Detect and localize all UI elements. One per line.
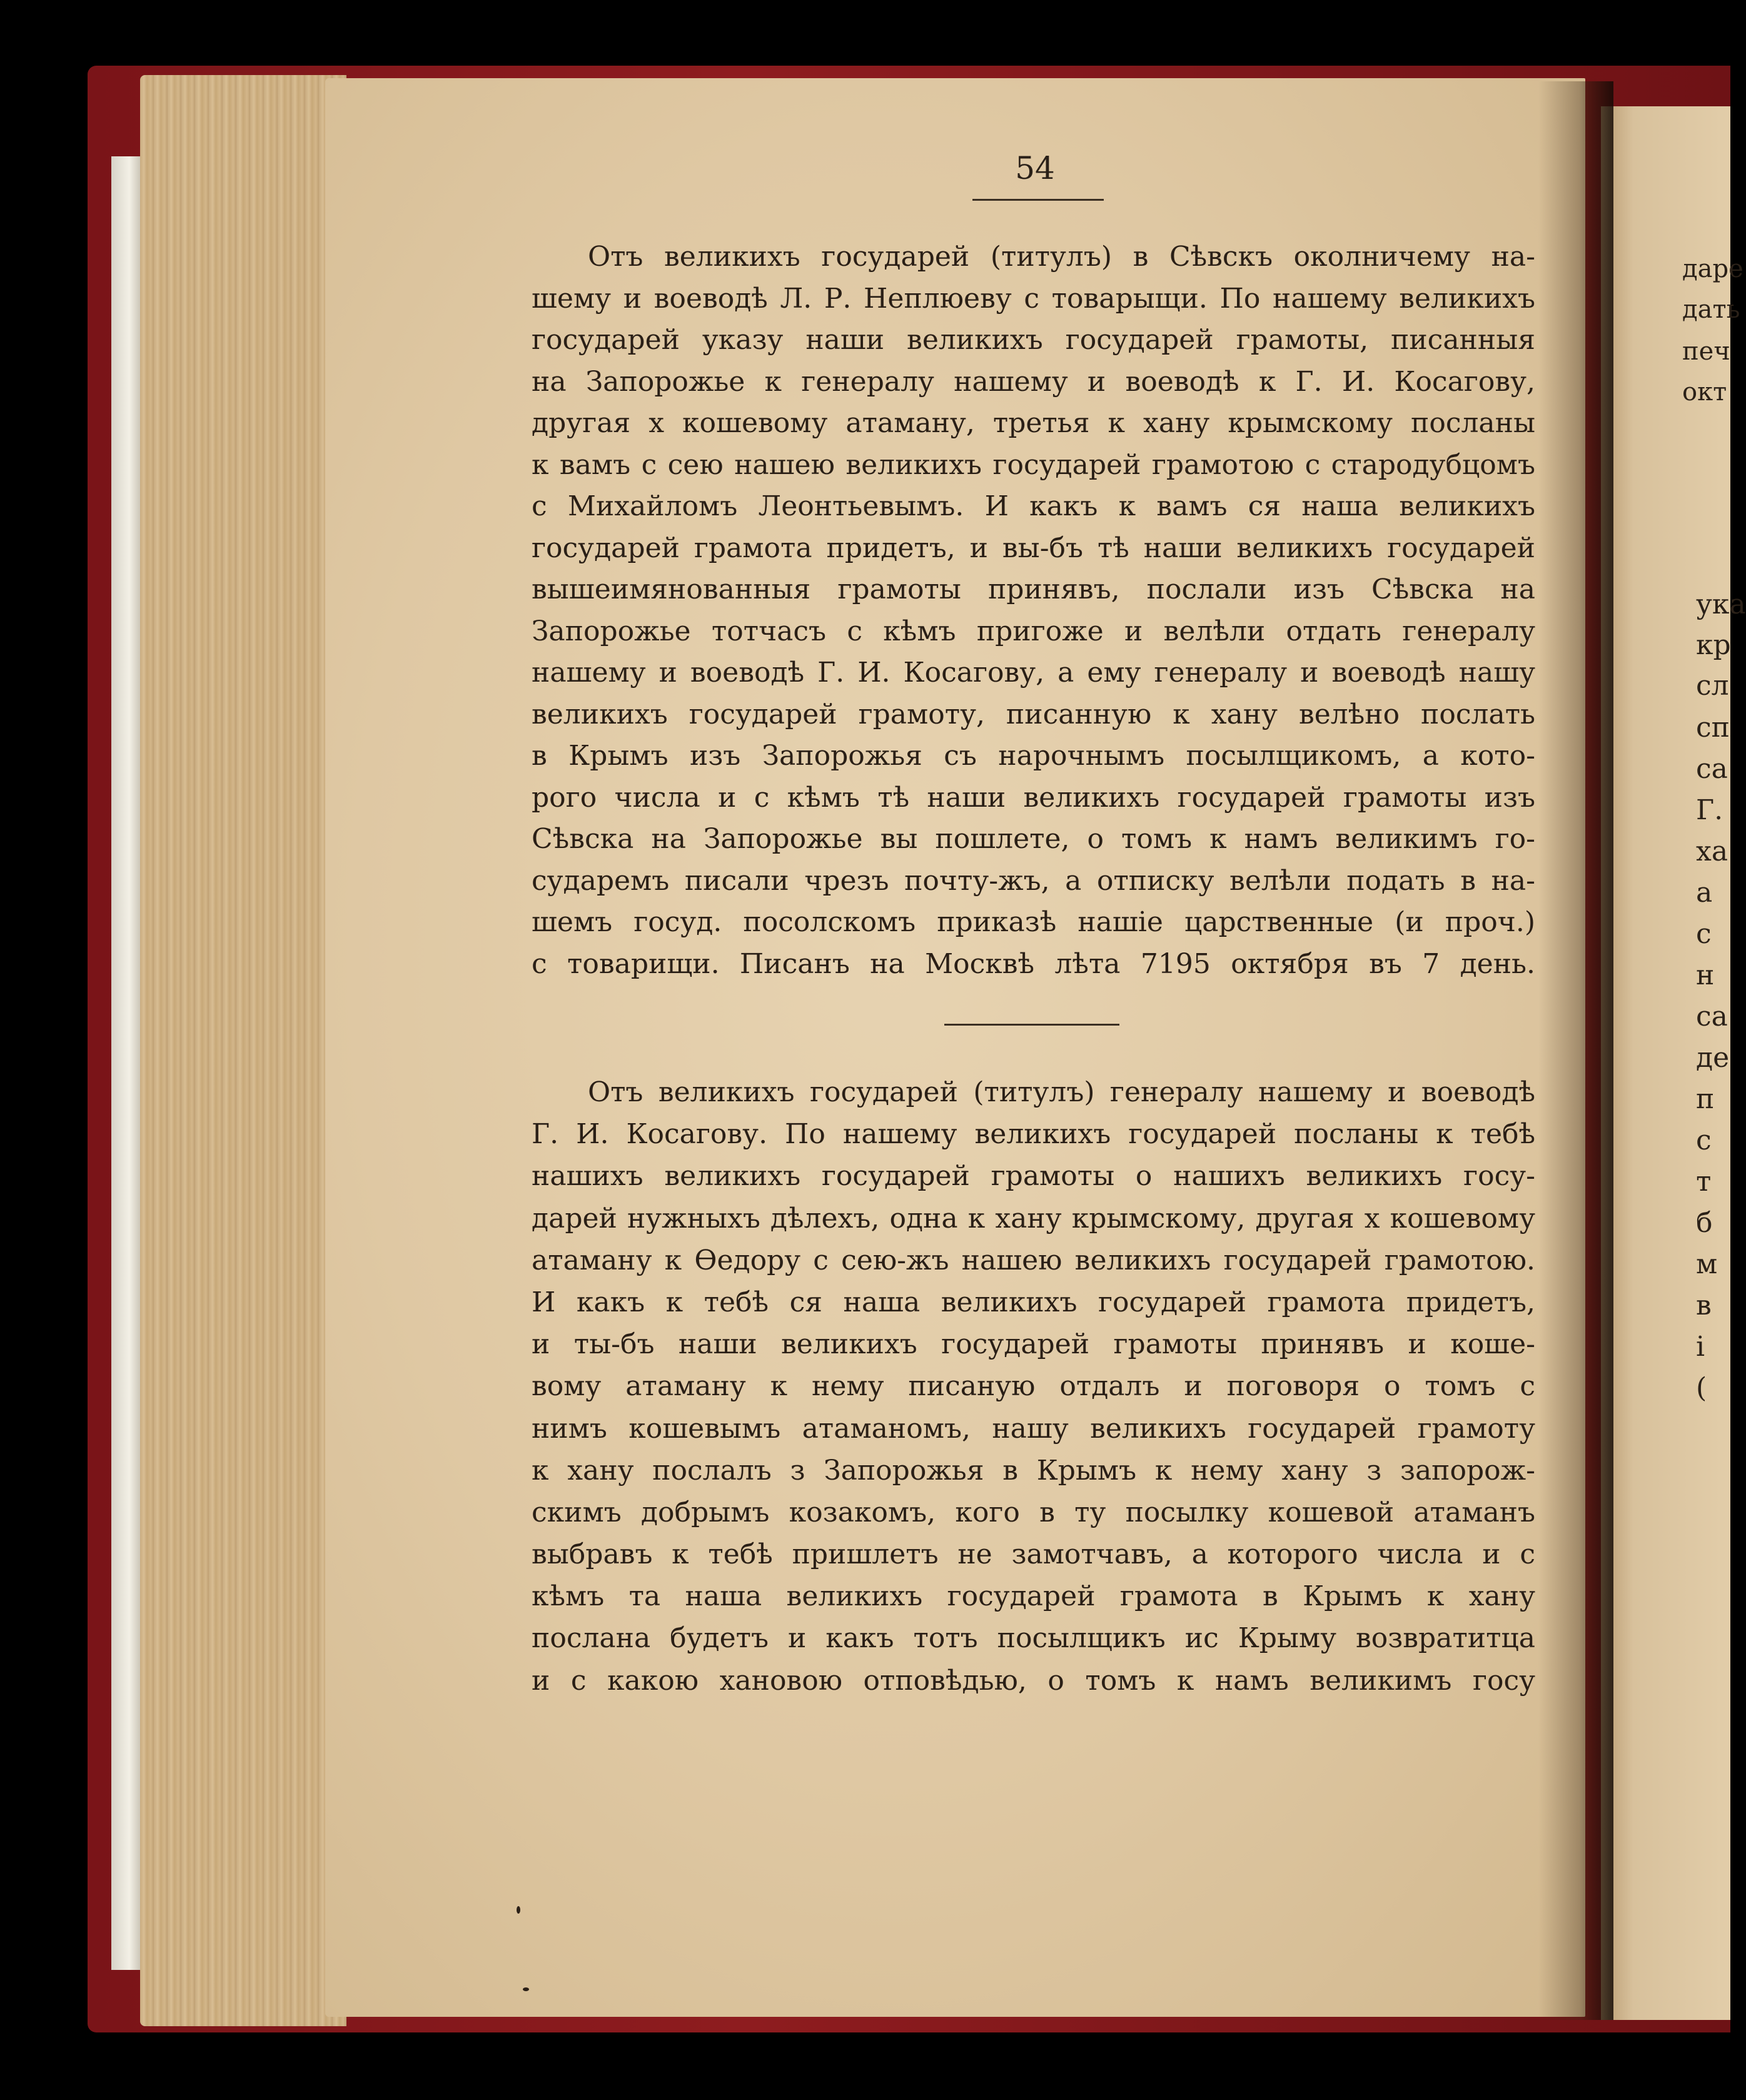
text-line: кѣмъ та наша великихъ государей грамота в Крымъ к хану xyxy=(532,1580,1535,1613)
text-line: с Михайломъ Леонтьевымъ. И какъ к вамъ ся наша великихъ xyxy=(532,490,1535,522)
ink-speck xyxy=(517,1906,520,1914)
facing-page-fragment: са xyxy=(1696,753,1728,785)
text-line: государей грамота придетъ, и вы-бъ тѣ наши великихъ государей xyxy=(532,532,1535,564)
page-edge-strip xyxy=(111,156,141,1970)
facing-page-fragment: Г. xyxy=(1696,794,1723,826)
text-line: шемъ госуд. посолскомъ приказѣ нашіе царственные (и проч.) xyxy=(532,906,1535,938)
page-stack-edges xyxy=(140,75,346,2026)
text-line: великихъ государей грамоту, писанную к хану велѣно послать xyxy=(532,698,1535,730)
text-line: послана будетъ и какъ тотъ посылщикъ ис Крыму возвратитца xyxy=(532,1622,1535,1655)
ink-speck xyxy=(523,1987,529,1991)
text-line: дарей нужныхъ дѣлехъ, одна к хану крымскому, другая х кошевому xyxy=(532,1202,1535,1234)
text-line: к хану послалъ з Запорожья в Крымъ к нему хану з запорож- xyxy=(532,1454,1535,1487)
text-line: в Крымъ изъ Запорожья съ нарочнымъ посылщикомъ, а кото- xyxy=(532,740,1535,772)
book-gutter-shadow xyxy=(1538,81,1613,2020)
facing-page-fragment: ука xyxy=(1696,588,1746,620)
text-line: Отъ великихъ государей (титулъ) в Сѣвскъ околничему на- xyxy=(588,241,1535,273)
text-line: нимъ кошевымъ атаманомъ, нашу великихъ государей грамоту xyxy=(532,1412,1535,1445)
text-line: нашихъ великихъ государей грамоты о нашихъ великихъ госу- xyxy=(532,1160,1535,1193)
text-line: и с какою хановою отповѣдью, о томъ к намъ великимъ госу xyxy=(532,1664,1535,1697)
facing-page-fragment: сл xyxy=(1696,670,1729,702)
text-line: с товарищи. Писанъ на Москвѣ лѣта 7195 октября въ 7 день. xyxy=(532,947,1535,980)
text-line: Сѣвска на Запорожье вы пошлете, о томъ к намъ великимъ го- xyxy=(532,823,1535,855)
page-number-rule xyxy=(972,199,1104,201)
facing-page-fragment: ( xyxy=(1696,1372,1707,1404)
facing-page-fragment: в xyxy=(1696,1290,1712,1321)
text-line: Запорожье тотчасъ с кѣмъ пригоже и велѣли отдать генералу xyxy=(532,615,1535,647)
text-line: рого числа и с кѣмъ тѣ наши великихъ государей грамоты изъ xyxy=(532,781,1535,814)
text-line: сударемъ писали чрезъ почту-жъ, а отписку велѣли подать в на- xyxy=(532,864,1535,897)
facing-page-fragment: н xyxy=(1696,959,1715,991)
text-line: скимъ добрымъ козакомъ, кого в ту посылку кошевой атаманъ xyxy=(532,1496,1535,1528)
facing-page-fragment: т xyxy=(1696,1166,1712,1198)
text-line: на Запорожье к генералу нашему и воеводѣ к Г. И. Косагову, xyxy=(532,365,1535,398)
page-number: 54 xyxy=(1015,150,1055,186)
facing-page-fragment: м xyxy=(1696,1248,1718,1280)
facing-page-fragment: сп xyxy=(1696,712,1730,744)
facing-page-fragment: с xyxy=(1696,1124,1712,1156)
facing-page-fragment: а xyxy=(1696,877,1713,909)
letter-2 xyxy=(532,1071,1535,1702)
facing-page-line: даре xyxy=(1682,255,1743,283)
text-line: и ты-бъ наши великихъ государей грамоты принявъ и коше- xyxy=(532,1328,1535,1361)
text-line: другая х кошевому атаману, третья к хану крымскому посланы xyxy=(532,407,1535,439)
text-line: выбравъ к тебѣ пришлетъ не замотчавъ, а которого числа и с xyxy=(532,1538,1535,1571)
section-separator xyxy=(944,1024,1119,1026)
facing-page-fragment: кр xyxy=(1696,629,1731,661)
text-line: Г. И. Косагову. По нашему великихъ государей посланы к тебѣ xyxy=(532,1118,1535,1151)
text-line: государей указу наши великихъ государей грамоты, писанныя xyxy=(532,324,1535,356)
text-line: И какъ к тебѣ ся наша великихъ государей грамота придетъ, xyxy=(532,1286,1535,1318)
text-line: вому атаману к нему писаную отдалъ и поговоря о томъ с xyxy=(532,1370,1535,1403)
facing-page-fragment: і xyxy=(1696,1331,1705,1363)
facing-page-fragment: п xyxy=(1696,1083,1715,1115)
text-line: нашему и воеводѣ Г. И. Косагову, а ему генералу и воеводѣ нашу xyxy=(532,657,1535,689)
facing-page-line: дать xyxy=(1682,295,1740,324)
text-line: к вамъ с сею нашею великихъ государей грамотою с стародубцомъ xyxy=(532,448,1535,481)
facing-page-fragment: са xyxy=(1696,1001,1728,1032)
facing-page-fragment: ха xyxy=(1696,835,1728,867)
facing-page-fragment: де xyxy=(1696,1042,1730,1074)
facing-page-fragment: с xyxy=(1696,918,1712,950)
text-line: шему и воеводѣ Л. Р. Неплюеву с товарыщи. По нашему великихъ xyxy=(532,282,1535,315)
text-line: Отъ великихъ государей (титулъ) генералу нашему и воеводѣ xyxy=(588,1076,1535,1108)
letter-1 xyxy=(532,236,1535,985)
text-line: вышеимянованныя грамоты принявъ, послали изъ Сѣвска на xyxy=(532,573,1535,605)
text-line: атаману к Ѳедору с сею-жъ нашею великихъ государей грамотою. xyxy=(532,1244,1535,1276)
facing-page-line: окт xyxy=(1682,378,1727,406)
facing-page-line: печ xyxy=(1682,337,1730,366)
facing-page-fragment: б xyxy=(1696,1207,1713,1239)
